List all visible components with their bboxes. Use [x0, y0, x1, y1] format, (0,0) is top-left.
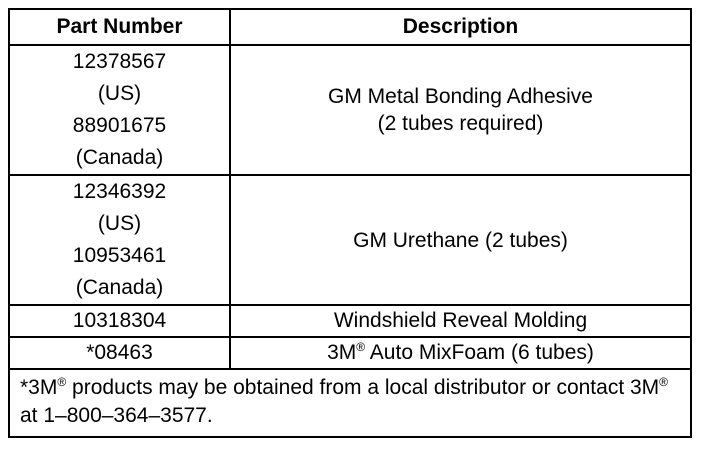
part-region-line: (US): [97, 212, 142, 235]
table-row: [9, 175, 691, 305]
header-row: [9, 9, 691, 45]
description-cell: [230, 337, 691, 369]
description-line: GM Metal Bonding Adhesive: [328, 85, 593, 108]
part-number-line: 10953461: [72, 244, 167, 267]
description-header: Description: [230, 9, 691, 45]
description-text: Auto MixFoam (6 tubes): [365, 341, 594, 364]
part-number-cell: [9, 45, 230, 175]
brand-text: 3M: [327, 341, 357, 364]
table-row: [9, 45, 691, 175]
description-cell: Windshield Reveal Molding: [230, 305, 691, 337]
description-line: GM Urethane (2 tubes): [353, 228, 568, 252]
parts-table: [8, 8, 692, 438]
footnote-text: *3M: [20, 376, 58, 399]
footnote-row: [9, 369, 691, 437]
part-region-line: (Canada): [75, 146, 164, 169]
registered-mark: ®: [659, 375, 668, 389]
part-number-cell: [9, 175, 230, 305]
part-number-cell: 10318304: [9, 305, 230, 337]
part-number-cell: *08463: [9, 337, 230, 369]
part-region-line: (Canada): [75, 276, 164, 299]
footnote-text: products may be obtained from a local distributor or contact 3M: [66, 376, 660, 399]
part-region-line: (US): [97, 82, 142, 105]
part-number-line: 12378567: [72, 50, 167, 73]
registered-mark: ®: [356, 340, 366, 354]
table-row: [9, 337, 691, 369]
part-number-header: Part Number: [9, 9, 230, 45]
footnote: [9, 369, 691, 437]
description-line: (2 tubes required): [377, 112, 544, 135]
part-number-line: 88901675: [72, 114, 167, 137]
registered-mark: ®: [57, 375, 67, 389]
footnote-text: at 1–800–364–3577.: [20, 404, 213, 427]
description-cell: [230, 45, 691, 175]
table-row: [9, 305, 691, 337]
description-cell: [230, 175, 691, 305]
part-number-line: 12346392: [72, 180, 167, 203]
